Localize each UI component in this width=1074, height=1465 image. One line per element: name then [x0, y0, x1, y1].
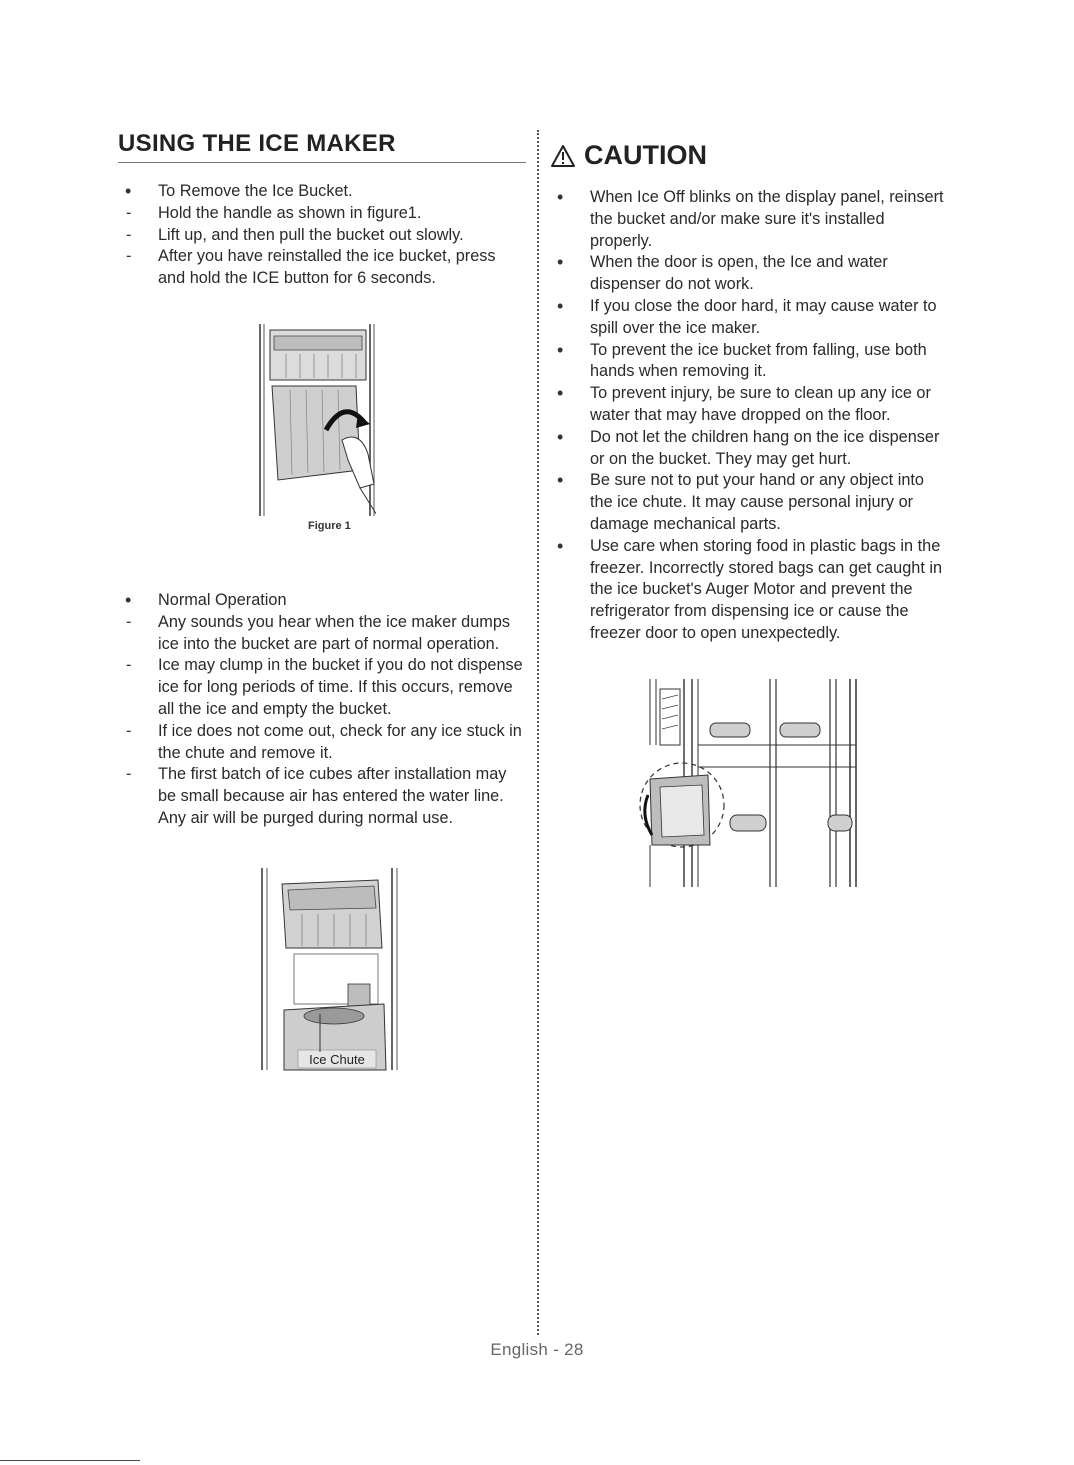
caution-heading: [550, 140, 945, 171]
section-title: USING THE ICE MAKER: [118, 130, 526, 163]
list-item: - Ice may clump in the bucket if you do not dispense ice for long periods of time. If this occurs, remove all the ice and empty the bucket.: [118, 655, 526, 720]
caution-title: CAUTION: [584, 140, 707, 170]
list-item: • To Remove the Ice Bucket.: [118, 181, 526, 203]
list-item: - After you have reinstalled the ice bucket, press and hold the ICE button for 6 seconds.: [118, 246, 526, 290]
list-item: • Be sure not to put your hand or any object into the ice chute. It may cause personal injury or damage mechanical parts.: [550, 470, 945, 535]
bottom-rule: [0, 1460, 140, 1461]
freezer-door-illustration: [620, 675, 860, 890]
list-item: • If you close the door hard, it may cause water to spill over the ice maker.: [550, 296, 945, 340]
warning-triangle-icon: [550, 144, 576, 168]
list-item: • When the door is open, the Ice and water dispenser do not work.: [550, 252, 945, 296]
list-item: • When Ice Off blinks on the display panel, reinsert the bucket and/or make sure it's installed properly.: [550, 187, 945, 252]
list-item: • Do not let the children hang on the ice dispenser or on the bucket. They may get hurt.: [550, 427, 945, 471]
left-column: [118, 130, 526, 1074]
figure-1-caption: Figure 1: [308, 519, 351, 532]
list-item: - If ice does not come out, check for any ice stuck in the chute and remove it.: [118, 721, 526, 765]
list-item: - Lift up, and then pull the bucket out slowly.: [118, 225, 526, 247]
ice-chute-label: Ice Chute: [309, 1051, 365, 1067]
ice-bucket-removal-illustration: [256, 320, 376, 520]
list-item: - Hold the handle as shown in figure1.: [118, 203, 526, 225]
page-footer: English - 28: [490, 1340, 584, 1359]
remove-bucket-list: [118, 181, 526, 290]
list-item: • To prevent the ice bucket from falling, use both hands when removing it.: [550, 340, 945, 384]
column-divider: [537, 130, 539, 1335]
list-item: • Use care when storing food in plastic bags in the freezer. Incorrectly stored bags can get caught in the ice bucket's Auger Motor and prevent the refrigerator from dispensing ice or cause the freezer door to open unexpectedly.: [550, 536, 945, 645]
caution-list: [550, 187, 945, 645]
list-item: • Normal Operation: [118, 590, 526, 612]
list-item: • To prevent injury, be sure to clean up any ice or water that may have dropped on the floor.: [550, 383, 945, 427]
ice-chute-illustration: [258, 864, 398, 1074]
figure-2: [258, 864, 398, 1074]
right-column: [550, 130, 945, 890]
figure-1: [256, 320, 376, 540]
figure-3: [620, 675, 860, 890]
list-item: - Any sounds you hear when the ice maker dumps ice into the bucket are part of normal operation.: [118, 612, 526, 656]
normal-operation-list: [118, 590, 526, 830]
list-item: - The first batch of ice cubes after installation may be small because air has entered the water line. Any air will be purged during normal use.: [118, 764, 526, 829]
